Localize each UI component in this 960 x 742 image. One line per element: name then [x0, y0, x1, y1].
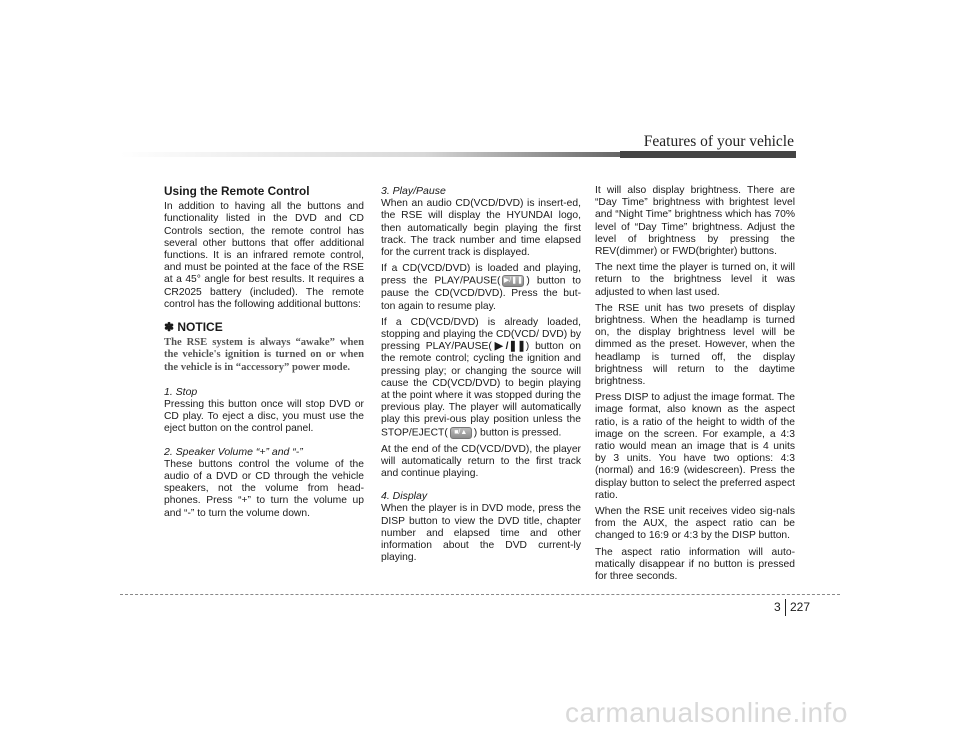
play-text-3a: If a CD(VCD/DVD) is already loaded, stopping and playing the CD(VCD/ DVD) by pressing PLAY/PAUSE( — [381, 316, 581, 353]
play-pause-heading: 3. Play/Pause — [381, 185, 446, 197]
page-number-separator — [785, 599, 786, 616]
page-number: 227 — [790, 600, 811, 614]
aux-aspect-paragraph: When the RSE unit receives video sig-nals from the AUX, the aspect ratio can be changed to 16:9 or 4:3 by the DISP button. — [595, 506, 795, 542]
play-text-2b: ) button to pause the CD(VCD/DVD). Press the but-ton again to resume play. — [381, 276, 581, 312]
section-title: Features of your vehicle — [643, 133, 794, 150]
play-text-2 — [381, 263, 581, 313]
footer-divider — [120, 594, 840, 595]
watermark: carmanualsonline.info — [565, 697, 848, 728]
header-rule-dark — [620, 151, 796, 158]
aspect-timeout-paragraph: The aspect ratio information will auto-matically disappear if no button is pressed for three seconds. — [595, 546, 795, 583]
notice-heading: ✽ NOTICE — [164, 320, 223, 335]
brightness-paragraph: It will also display brightness. There are “Day Time” brightness with brightest level and “Night Time” brightness which has 70% level of “Day Time” brightness. Adjust the level of brightness by pressing the REV(dimmer) or FWD(brighter) buttons. — [595, 185, 795, 258]
intro-paragraph: In addition to having all the buttons and functionality listed in the DVD and CD Controls section, the remote control has several other buttons that offer additional functions. It is an infrared remote control, and must be pointed at the face of the RSE at a 45° angle for best results. It requires a CR2025 battery (included). The remote control has the following additional buttons: — [164, 201, 364, 310]
play-text-3c: ) button is pressed. — [473, 427, 562, 439]
play-text-1: When an audio CD(VCD/DVD) is insert-ed, the RSE will display the HYUNDAI logo, then automatically begin playing the first track. The track number and time elapsed for the current track is displayed. — [381, 198, 581, 259]
display-heading: 4. Display — [381, 490, 428, 503]
volume-heading: 2. Speaker Volume “+” and “-” — [164, 445, 303, 458]
display-text: When the player is in DVD mode, press the DISP button to view the DVD title, chapter number and elapsed time and other information about the DVD current-ly playing. — [381, 503, 581, 564]
volume-text: These buttons control the volume of the audio of a DVD or CD through the vehicle speakers, not the volume from head-phones. Press “+” to turn the volume up and “-” to turn the volume down. — [164, 458, 364, 519]
column-3 — [595, 185, 795, 587]
play-text-4: At the end of the CD(VCD/DVD), the player will automatically return to the first track and continue playing. — [381, 443, 581, 479]
play-pause-button-icon: ▶/❚❚ — [502, 275, 524, 287]
brightness-presets-paragraph: The RSE unit has two presets of display brightness. When the headlamp is turned on, the display brightness level will be dimmed as the preset. However, when the headlamp is turned off, the display brightness will return to the daytime brightness. — [595, 302, 795, 388]
stop-eject-button-icon: ■/▲ — [450, 427, 472, 439]
stop-text: Pressing this button once will stop DVD or CD play. To eject a disc, you must use the eject button on the control panel. — [164, 399, 364, 435]
brightness-memory-paragraph: The next time the player is turned on, it will return to the brightness level it was adjusted to when last used. — [595, 262, 795, 298]
heading-remote-control: Using the Remote Control — [164, 184, 310, 198]
image-format-paragraph: Press DISP to adjust the image format. The image format, also known as the aspect ratio, is a ratio of the height to width of the image on the screen. For example, a 4:3 ratio would mean an image that is 4 units by 3 units. You have two options: 4:3 (normal) and 16:9 (widescreen). Press the display button to select the preferred aspect ratio. — [595, 392, 795, 501]
chapter-number: 3 — [774, 600, 781, 614]
play-text-2a: If a CD(VCD/DVD) is loaded and playing, press the PLAY/PAUSE( — [381, 263, 581, 288]
stop-heading: 1. Stop — [164, 385, 198, 398]
play-text-3 — [381, 317, 581, 440]
play-pause-symbol: ▶/❚❚ — [491, 341, 526, 353]
column-1 — [164, 185, 364, 524]
play-text-3b: ) button on the remote control; cycling the ignition and pressing play; or changing the source will cause the CD(VCD/DVD) to begin playing at the point where it was stopped during the previous play. The player will automatically play this previ-ous play position unless the STOP/EJECT( — [381, 341, 582, 439]
notice-text: The RSE system is always “awake” when the vehicle's ignition is turned on or when the vehicle is in “accessory” power mode. — [164, 337, 364, 373]
column-2 — [381, 185, 581, 568]
